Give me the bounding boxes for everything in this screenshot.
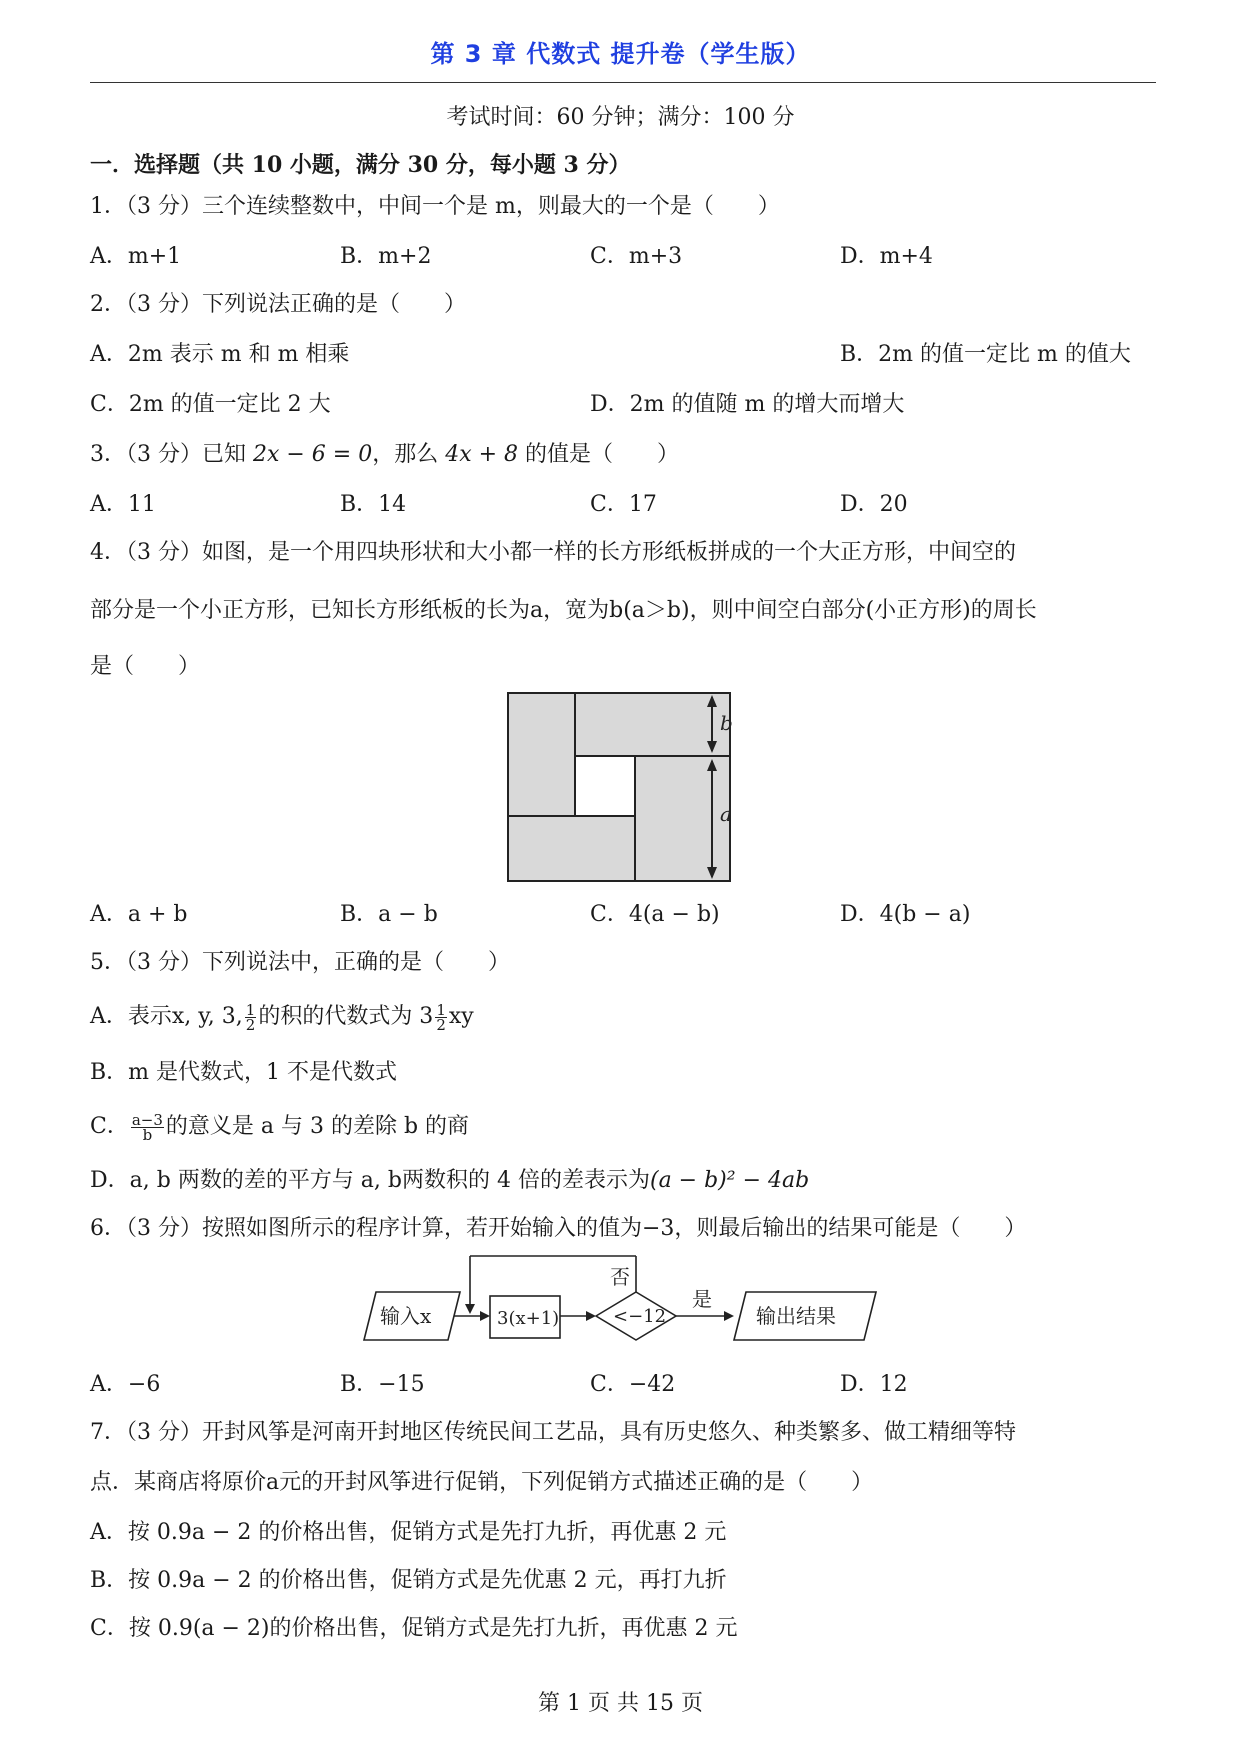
q4-option-c[interactable]: C．4(a − b) [590,902,720,927]
q3-stem-text-c: 的值是（ ） [518,442,680,467]
q3-stem-text-a: 3．（3 分）已知 [90,442,253,467]
q1-option-c[interactable]: C．m+3 [590,244,683,269]
q6-option-a[interactable]: A．−6 [90,1372,161,1397]
question-4-stem-line1: 4．（3 分）如图，是一个用四块形状和大小都一样的长方形纸板拼成的一个大正方形，中间空的 [90,540,1016,565]
q5-d-expression: (a − b)² − 4ab [649,1168,810,1193]
q2-option-d[interactable]: D．2m 的值随 m 的增大而增大 [590,392,905,417]
question-3-stem [90,440,679,470]
flow-yes-label: 是 [692,1287,712,1311]
q5-c-suffix: 的意义是 a 与 3 的差除 b 的商 [165,1114,470,1139]
q2-option-b[interactable]: B．2m 的值一定比 m 的值大 [840,342,1131,367]
q3-option-a[interactable]: A．11 [90,492,156,517]
flow-input-label: 输入x [380,1304,432,1328]
q5-a-suffix: xy [448,1004,474,1029]
page-footer: 第 1 页 共 15 页 [538,1691,703,1716]
q1-option-b[interactable]: B．m+2 [340,244,432,269]
question-2-stem: 2．（3 分）下列说法正确的是（ ） [90,292,466,317]
question-7-stem-line2: 点．某商店将原价a元的开封风筝进行促销，下列促销方式描述正确的是（ ） [90,1470,874,1495]
question-4-stem-line2: 部分是一个小正方形，已知长方形纸板的长为a，宽为b(a＞b)，则中间空白部分(小正方形)的周长 [90,598,1037,623]
q5-a-prefix: A．表示x, y, 3, [90,1004,243,1029]
figure-label-a: a [720,802,732,826]
q4-option-b[interactable]: B．a − b [340,902,438,927]
q3-option-c[interactable]: C．17 [590,492,657,517]
q3-equation: 2x − 6 = 0 [252,442,373,467]
q5-option-d[interactable] [90,1166,809,1196]
q4-option-a[interactable]: A．a + b [90,902,188,927]
program-flowchart [360,1250,880,1360]
q5-option-a[interactable] [90,1002,474,1032]
q3-stem-text-b: ，那么 [372,442,446,467]
question-1-stem: 1．（3 分）三个连续整数中，中间一个是 m，则最大的一个是（ ） [90,194,780,219]
q1-option-d[interactable]: D．m+4 [840,244,933,269]
square-puzzle-figure [500,685,740,885]
q7-option-c[interactable]: C．按 0.9(a − 2)的价格出售，促销方式是先打九折，再优惠 2 元 [90,1616,738,1641]
q5-c-prefix: C． [90,1114,129,1139]
q6-option-b[interactable]: B．−15 [340,1372,425,1397]
flow-condition-label: <−12 [613,1306,667,1327]
question-4-stem-line3: 是（ ） [90,654,201,679]
figure-label-b: b [720,711,733,735]
q3-expression: 4x + 8 [445,442,519,467]
q3-option-d[interactable]: D．20 [840,492,908,517]
q5-a-mixed-fraction: $\frac{1}{2}$ [436,1000,446,1034]
q6-option-d[interactable]: D．12 [840,1372,908,1397]
q5-d-text: D．a, b 两数的差的平方与 a, b两数积的 4 倍的差表示为 [90,1168,650,1193]
document-title: 第 3 章 代数式 提升卷（学生版） [430,40,811,68]
flow-no-label: 否 [610,1265,630,1289]
q5-a-middle: 的积的代数式为 3 [258,1004,434,1029]
q7-option-a[interactable]: A．按 0.9a − 2 的价格出售，促销方式是先打九折，再优惠 2 元 [90,1520,727,1545]
q6-option-c[interactable]: C．−42 [590,1372,676,1397]
question-5-stem: 5．（3 分）下列说法中，正确的是（ ） [90,950,510,975]
q5-option-b[interactable]: B．m 是代数式，1 不是代数式 [90,1060,398,1085]
question-6-stem: 6．（3 分）按照如图所示的程序计算，若开始输入的值为−3，则最后输出的结果可能是（ ） [90,1216,1027,1241]
exam-info: 考试时间：60 分钟；满分：100 分 [446,105,795,130]
q2-option-c[interactable]: C．2m 的值一定比 2 大 [90,392,331,417]
section-heading: 一．选择题（共 10 小题，满分 30 分，每小题 3 分） [90,152,631,178]
q7-option-b[interactable]: B．按 0.9a − 2 的价格出售，促销方式是先优惠 2 元，再打九折 [90,1568,727,1593]
q5-c-fraction: $\frac{a-3}{b}$ [131,1110,163,1144]
flow-output-label: 输出结果 [756,1304,836,1328]
q1-option-a[interactable]: A．m+1 [90,244,182,269]
q5-a-fraction: $\frac{1}{2}$ [245,1000,256,1034]
q4-option-d[interactable]: D．4(b − a) [840,902,971,927]
question-7-stem-line1: 7．（3 分）开封风筝是河南开封地区传统民间工艺品，具有历史悠久、种类繁多、做工精细等特 [90,1420,1016,1445]
q3-option-b[interactable]: B．14 [340,492,407,517]
q2-option-a[interactable]: A．2m 表示 m 和 m 相乘 [90,342,350,367]
q5-option-c[interactable] [90,1112,469,1142]
header-divider [90,82,1156,83]
flow-process-label: 3(x+1) [497,1308,560,1329]
